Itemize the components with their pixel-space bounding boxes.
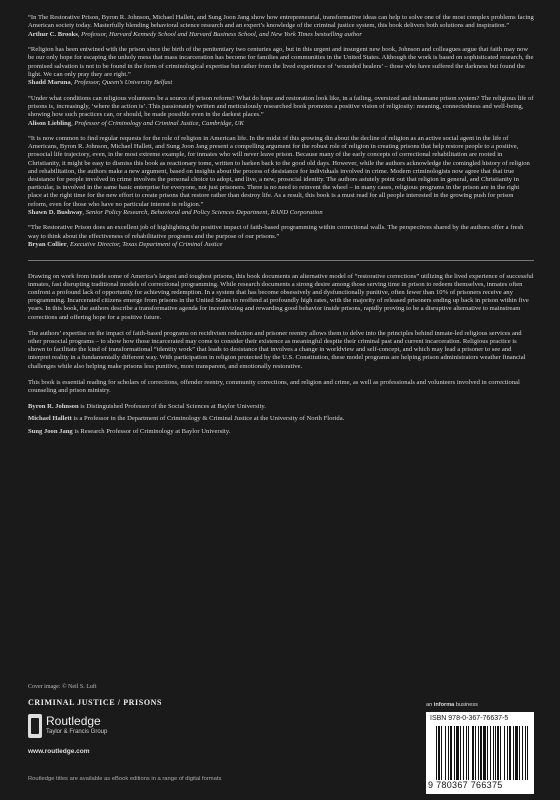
routledge-r-icon bbox=[28, 714, 42, 738]
author-bio-text: is Distinguished Professor of the Social Sciences at Baylor University. bbox=[78, 403, 266, 411]
author-name: Michael Hallett bbox=[28, 415, 72, 423]
review-quote: “The Restorative Prison does an excellent job of highlighting the positive impact of faith-based programming within correctional walls. The perspectives shared by the authors offer a fresh way to think about the effectiveness of rehabilitative programs and the purpose of our prisons.” bbox=[28, 224, 524, 240]
subject-category: CRIMINAL JUSTICE / PRISONS bbox=[28, 698, 163, 707]
reviewer-affiliation: , Professor, Queen’s University Belfast bbox=[70, 79, 173, 87]
author-name: Sung Joon Jang bbox=[28, 427, 73, 435]
reviews-section bbox=[28, 14, 534, 250]
publisher-website[interactable]: www.routledge.com bbox=[28, 748, 90, 755]
back-cover-text bbox=[28, 14, 534, 440]
barcode-number: 9 780367 766375 bbox=[428, 780, 503, 790]
author-bio-text: is Research Professor of Criminology at Baylor University. bbox=[72, 427, 231, 435]
review-block bbox=[28, 135, 534, 218]
description-section bbox=[28, 273, 534, 396]
reviewer-name: Arthur C. Brooks bbox=[28, 30, 78, 38]
author-bio bbox=[28, 403, 534, 411]
author-bios bbox=[28, 403, 534, 436]
author-bio bbox=[28, 415, 534, 423]
cover-credit: Cover image: © Neil S. Luft bbox=[28, 684, 97, 690]
reviewer-affiliation: , Executive Director, Texas Department of Criminal Justice bbox=[66, 241, 223, 249]
publisher-subtitle: Taylor & Francis Group bbox=[46, 729, 108, 735]
reviewer-name: Alison Liebling bbox=[28, 119, 72, 127]
review-quote: “Religion has been entwined with the prison since the birth of the penitentiary two centuries ago, but in this urgent and insurgent new book, Johnson and colleagues argue that faith may now be our only hope for escaping the unholy mess that mass incarceration has become for families and communities in the United States. Although the work is based on sophisticated research, the promised salvation is not to be found in the form of criminological expertise but rather from the lived experience of ‘wounded healers’ – those who have suffered the darkness but found the light. We can only pray they are right.” bbox=[28, 46, 534, 78]
author-bio bbox=[28, 428, 534, 436]
ebook-note: Routledge titles are available as eBook editions in a range of digital formats bbox=[28, 776, 222, 782]
review-quote: “In The Restorative Prison, Byron R. Johnson, Michael Hallett, and Sung Joon Jang show how entrepreneurial, transformative ideas can help to solve one of the most complex problems facing American society today. Masterfully blending behavioral science research and an expert’s knowledge of the criminal justice system, this book delivers both solutions and inspiration.” bbox=[28, 14, 534, 30]
review-block bbox=[28, 224, 534, 249]
author-bio-text: is a Professor in the Department of Criminology & Criminal Justice at the University of North Florida. bbox=[71, 415, 345, 423]
reviewer-affiliation: , Professor of Criminology and Criminal Justice, Cambridge, UK bbox=[71, 119, 244, 127]
barcode bbox=[426, 712, 534, 794]
routledge-logo bbox=[28, 714, 138, 746]
description-paragraph: Drawing on work from inside some of America’s largest and toughest prisons, this book documents an alternative model of “restorative corrections” utilizing the lived experience of successful inmates, fast disrupting traditional models of correctional programming. While research documents a strong desire among those serving time in prison to redeem themselves, inmates often confront a profound lack of opportunity for achieving redemption. In a system that has become obsessively and dysfunctionally punitive, often fewer than 10% of prisoners receive any programming. Incarcerated citizens emerge from prisons in the United States to reoffend at profoundly high rates, with the majority of released prisoners ending up back in prison within five years. In this book, the authors describe a transformative agenda for incentivizing and rewarding good behavior inside prisons, rapidly proving to be a disruptive alternative to mainstream corrections and offering hope for a positive future. bbox=[28, 272, 534, 321]
reviewer-name: Bryan Collier bbox=[28, 241, 67, 249]
author-name: Byron R. Johnson bbox=[28, 403, 79, 411]
reviewer-affiliation: , Senior Policy Research, Behavioral and Policy Sciences Department, RAND Corporation bbox=[82, 209, 323, 217]
review-attribution bbox=[28, 209, 534, 217]
review-attribution bbox=[28, 31, 534, 39]
review-quote: “It is now common to find regular requests for the role of religion in American life. In the midst of this growing din about the decline of religion as an active social agent in the life of Americans, Byron R. Johnson, Michael Hallett, and Sung Joon Jang present a compelling argument for the robust role of religion in creating prisons that help restore people to a positive, prosocial life trajectory, even, in the most extreme example, for inmates who will never leave prison. Because many of the early concepts of correctional rehabilitation are rooted in Christianity, it might be easy to dismiss this book as reactionary tome, written to harken back to the good old days. However, while the authors acknowledge the comingled history of religion and rehabilitation, the authors make a new argument, based on insights about the process of desistance for individuals involved in crime. Modern criminologists now agree that that true desistance for people involved in crime involves the personal choice to adopt, and live, a new, prosocial identity. The authors astutely point out that religion in general, and Christianity in particular, is involved in the same basic enterprise for everyone, not just prisoners. There is no need to reinvent the wheel – in many cases, religious programs in the prison are in the right place at the right time for the new effort to create prisons that restore rather than destroy life. As a result, this book is a must read for all people interested in the growing push for prison reform, even for those who have no particular interest in religion.” bbox=[28, 134, 530, 208]
barcode-bars bbox=[436, 726, 528, 780]
isbn-text: ISBN 978-0-367-76637-5 bbox=[430, 715, 509, 722]
review-quote: “Under what conditions can religious volunteers be a source of prison reform? What do hope and restoration look like, in a failing, oversized and inhumane prison system? The religious life of prisons is, increasingly, ‘where the action is’. This passionately written and meticulously researched book promotes a positive vision of religiosity: meaning, connectedness and well-being, showing how such practices can, or should, be made possible even in the darkest places.” bbox=[28, 94, 534, 119]
publisher-name: Routledge bbox=[46, 714, 101, 728]
review-block bbox=[28, 95, 534, 128]
reviewer-name: Shadd Maruna bbox=[28, 79, 71, 87]
review-attribution bbox=[28, 120, 534, 128]
description-paragraph: The authors’ expertise on the impact of faith-based programs on recidivism reduction and prisoner reentry allows them to delve into the principles behind inmate-led religious services and other prosocial programs – to show how those incarcerated may come to consider their existence as meaningful despite their criminal past and current incarceration. Religious practice is shown to facilitate the kind of transformational “identity work” that leads to desistance that involves a change in worldview and self-concept, and which may lead a prisoner to see and interpret reality in a fundamentally different way. With participation in religion protected by the U.S. Constitution, these model programs are helping prison administrators weather financial challenges while also helping make prisons less punitive, more transparent, and emotionally restorative. bbox=[28, 329, 526, 370]
reviewer-name: Shawn D. Bushway bbox=[28, 209, 83, 217]
divider bbox=[28, 260, 534, 261]
review-attribution bbox=[28, 241, 534, 249]
review-block bbox=[28, 46, 534, 88]
review-block bbox=[28, 14, 534, 39]
informa-business: an informa business bbox=[426, 702, 478, 708]
review-attribution bbox=[28, 79, 534, 87]
description-paragraph: This book is essential reading for scholars of corrections, offender reentry, community corrections, and religion and crime, as well as professionals and volunteers involved in correctional counseling and prison ministry. bbox=[28, 378, 520, 395]
reviewer-affiliation: , Professor, Harvard Kennedy School and Harvard Business School, and New York Times bestselling author bbox=[77, 30, 362, 38]
